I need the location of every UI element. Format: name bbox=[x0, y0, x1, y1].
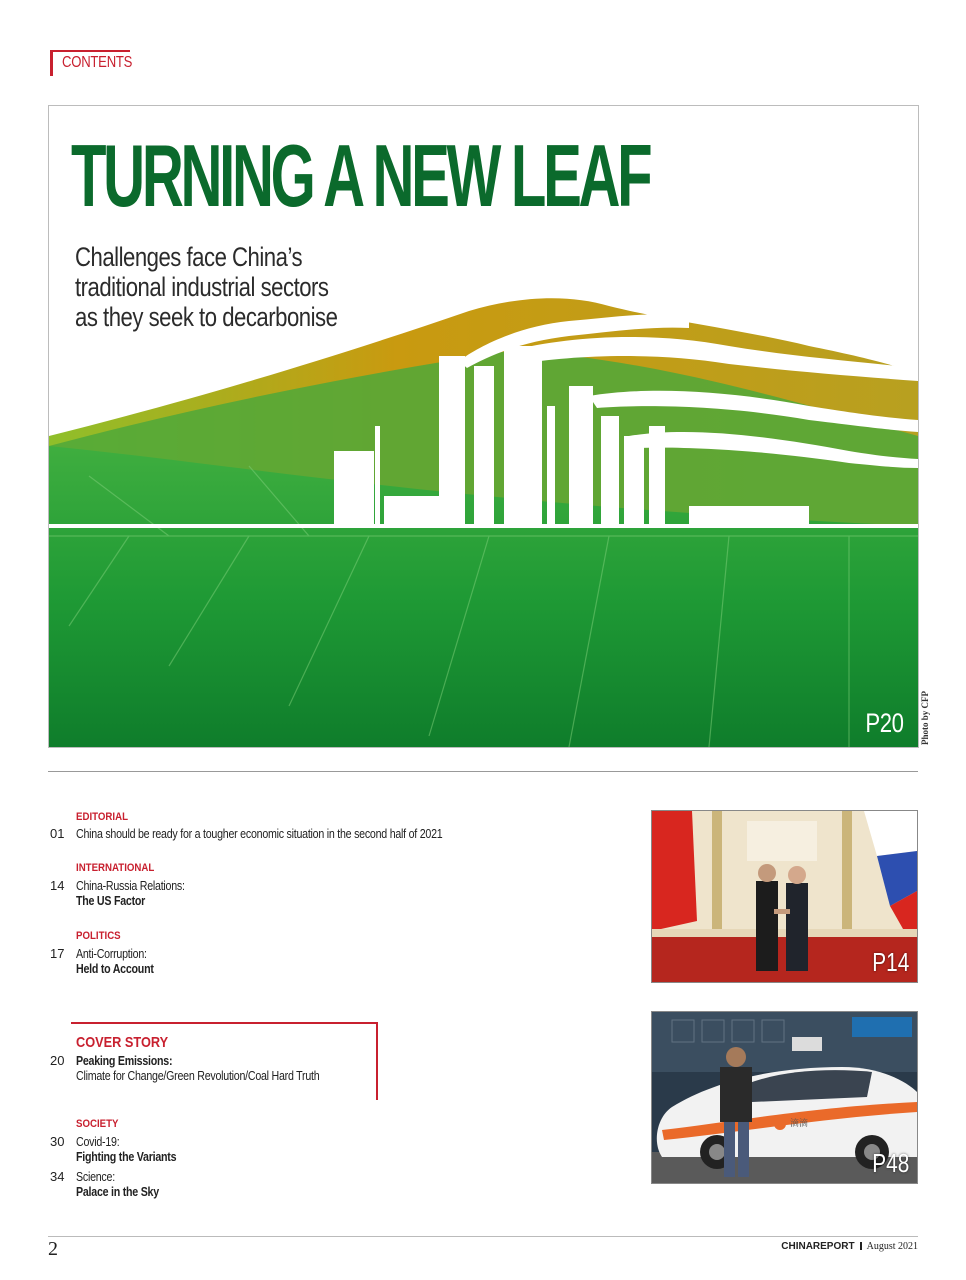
toc-entry-topic: Anti-Corruption: bbox=[76, 946, 147, 961]
cover-headline: TURNING A NEW LEAF bbox=[71, 126, 650, 225]
contents-header bbox=[50, 50, 133, 76]
didi-logo: 滴滴 bbox=[790, 1118, 809, 1128]
toc-entry-title: Palace in the Sky bbox=[76, 1184, 159, 1199]
subheadline-line: as they seek to decarbonise bbox=[75, 302, 338, 332]
toc-page-number: 30 bbox=[50, 1134, 65, 1149]
photo-page-ref[interactable]: P48 bbox=[871, 1148, 909, 1178]
photo-page-ref[interactable]: P14 bbox=[871, 947, 909, 977]
footer-divider bbox=[48, 1236, 918, 1237]
diplomatic-meeting-photo[interactable] bbox=[651, 810, 918, 983]
autonomous-car-photo[interactable] bbox=[651, 1011, 918, 1184]
toc-entry-topic: Covid-19: bbox=[76, 1134, 120, 1149]
subheadline-line: Challenges face China’s bbox=[75, 242, 303, 272]
toc-page-number: 14 bbox=[50, 878, 65, 893]
toc-page-number: 01 bbox=[50, 826, 65, 841]
toc-entry-international[interactable] bbox=[76, 878, 185, 908]
toc-entry-topic: Science: bbox=[76, 1169, 115, 1184]
toc-entry-society[interactable] bbox=[76, 1169, 159, 1199]
toc-page-number: 34 bbox=[50, 1169, 65, 1184]
toc-entry-title: The US Factor bbox=[76, 893, 146, 908]
toc-entry-society[interactable] bbox=[76, 1134, 176, 1164]
contents-label: CONTENTS bbox=[62, 54, 133, 71]
page-number: 2 bbox=[48, 1238, 58, 1260]
cover-feature-image[interactable] bbox=[48, 105, 919, 748]
section-heading-editorial: EDITORIAL bbox=[76, 811, 128, 823]
toc-entry-politics[interactable] bbox=[76, 946, 154, 976]
cover-page-ref[interactable]: P20 bbox=[865, 708, 904, 738]
photo-credit: Photo by CFP bbox=[920, 691, 930, 745]
toc-entry-title: Peaking Emissions: bbox=[76, 1053, 173, 1068]
toc-page-number: 20 bbox=[50, 1053, 65, 1068]
publication-name: CHINAREPORT bbox=[781, 1241, 855, 1252]
footer-separator bbox=[860, 1242, 862, 1250]
toc-entry-cover-story[interactable] bbox=[76, 1053, 319, 1083]
section-heading-politics: POLITICS bbox=[76, 930, 121, 942]
toc-entry-topic: Climate for Change/Green Revolution/Coal Hard Truth bbox=[76, 1068, 320, 1083]
toc-entry-topic: China-Russia Relations: bbox=[76, 878, 185, 893]
section-divider bbox=[48, 771, 918, 772]
cover-subheadline bbox=[75, 242, 387, 332]
toc-entry-editorial[interactable]: China should be ready for a tougher economic situation in the second half of 2021 bbox=[76, 826, 443, 841]
toc-entry-title: Fighting the Variants bbox=[76, 1149, 177, 1164]
subheadline-line: traditional industrial sectors bbox=[75, 272, 329, 302]
footer-masthead bbox=[781, 1241, 918, 1252]
toc-page-number: 17 bbox=[50, 946, 65, 961]
section-heading-international: INTERNATIONAL bbox=[76, 862, 155, 874]
section-heading-cover-story: COVER STORY bbox=[76, 1034, 169, 1051]
issue-date: August 2021 bbox=[866, 1241, 918, 1252]
toc-entry-title: Held to Account bbox=[76, 961, 154, 976]
section-heading-society: SOCIETY bbox=[76, 1118, 119, 1130]
